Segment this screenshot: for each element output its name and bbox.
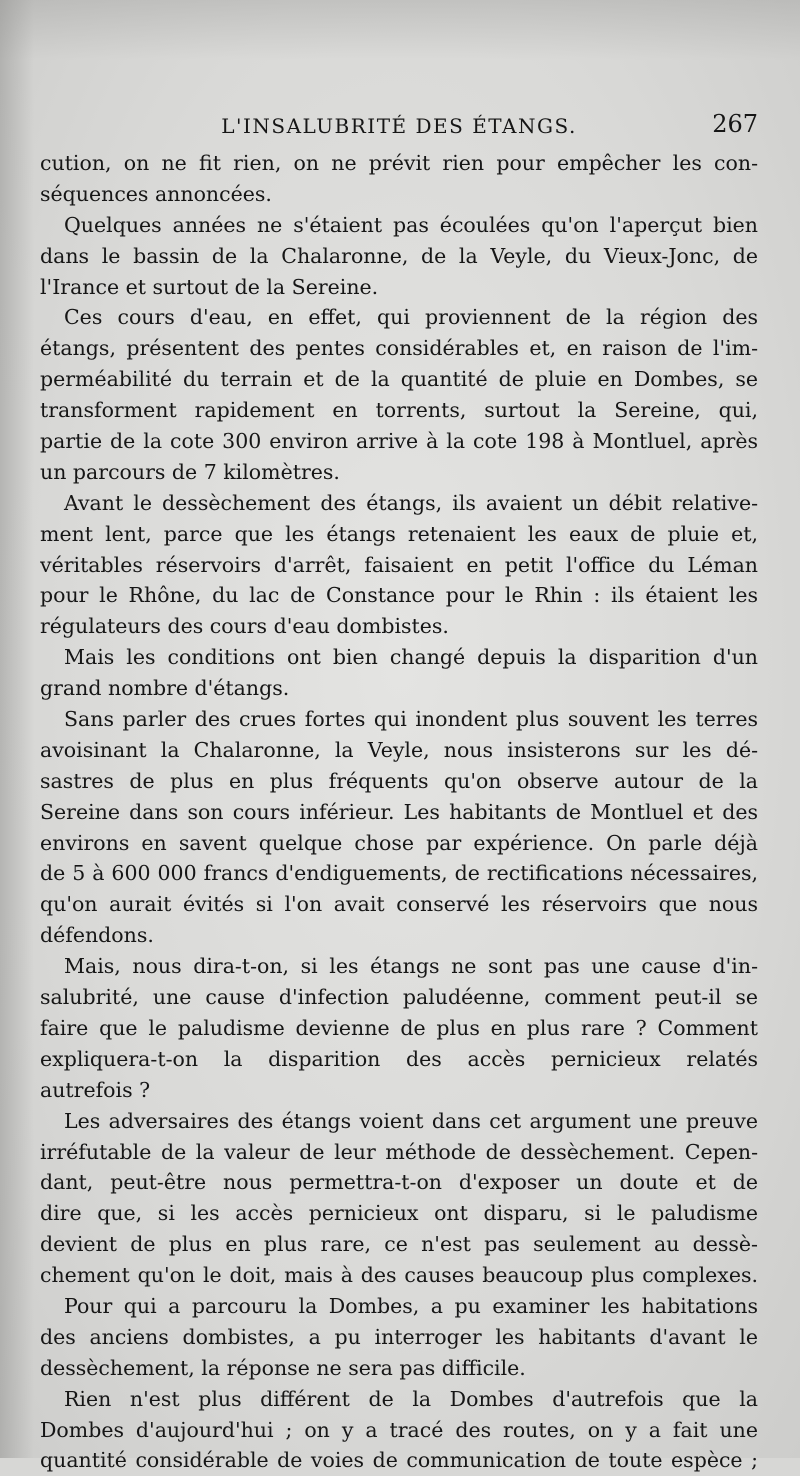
text-line: avoisinant la Chalaronne, la Veyle, nous insisterons sur les dé- <box>40 737 758 762</box>
text-line: environs en savent quelque chose par expérience. On parle déjà <box>40 830 758 855</box>
text-line: séquences annoncées. <box>40 181 272 206</box>
text-line: Quelques années ne s'étaient pas écoulées qu'on l'aperçut bien <box>64 212 758 237</box>
text-line: étangs, présentent des pentes considérables et, en raison de l'im- <box>40 336 758 361</box>
text-line: dire que, si les accès pernicieux ont disparu, si le paludisme <box>40 1201 758 1226</box>
text-line: partie de la cote 300 environ arrive à la cote 198 à Montluel, après <box>40 429 758 454</box>
text-line: Mais les conditions ont bien changé depuis la disparition d'un <box>64 645 758 670</box>
text-line: Les adversaires des étangs voient dans cet argument une preuve <box>64 1108 758 1133</box>
text-line: Avant le dessèchement des étangs, ils avaient un débit relative- <box>64 490 758 515</box>
text-line: transforment rapidement en torrents, surtout la Sereine, qui, <box>40 398 758 423</box>
text-line: défendons. <box>40 923 154 948</box>
text-line: ment lent, parce que les étangs retenaient les eaux de pluie et, <box>40 521 758 546</box>
text-line: faire que le paludisme devienne de plus en plus rare ? Comment <box>40 1015 758 1040</box>
text-line: qu'on aurait évités si l'on avait conservé les réservoirs que nous <box>40 892 758 917</box>
text-line: Rien n'est plus différent de la Dombes d'autrefois que la <box>64 1386 758 1411</box>
text-line: Ces cours d'eau, en effet, qui proviennent de la région des <box>64 305 758 330</box>
text-line: Mais, nous dira-t-on, si les étangs ne sont pas une cause d'in- <box>64 954 758 979</box>
body-text <box>40 148 758 1476</box>
text-line: cution, on ne fit rien, on ne prévit rien pour empêcher les con- <box>40 151 758 175</box>
text-line: de 5 à 600 000 francs d'endiguements, de rectifications nécessaires, <box>40 861 758 886</box>
text-line: devient de plus en plus rare, ce n'est pas seulement au dessè- <box>40 1232 758 1257</box>
page-number: 267 <box>712 110 758 138</box>
text-line: dans le bassin de la Chalaronne, de la Veyle, du Vieux-Jonc, de <box>40 243 758 268</box>
text-line: quantité considérable de voies de communication de toute espèce ; <box>40 1448 758 1473</box>
text-line: irréfutable de la valeur de leur méthode de dessèchement. Cepen- <box>40 1139 758 1164</box>
text-line: autrefois ? <box>40 1077 151 1102</box>
text-line: un parcours de 7 kilomètres. <box>40 459 340 484</box>
running-title: L'INSALUBRITÉ DES ÉTANGS. <box>221 114 577 138</box>
text-line: expliquera-t-on la disparition des accès pernicieux relatés <box>40 1046 758 1071</box>
text-line: Dombes d'aujourd'hui ; on y a tracé des routes, on y a fait une <box>40 1417 758 1442</box>
text-line: Sans parler des crues fortes qui inondent plus souvent les terres <box>64 707 758 732</box>
page-header <box>40 110 758 144</box>
text-line: dant, peut-être nous permettra-t-on d'exposer un doute et de <box>40 1170 758 1195</box>
text-line: perméabilité du terrain et de la quantité de pluie en Dombes, se <box>40 367 758 392</box>
text-line: salubrité, une cause d'infection paludéenne, comment peut-il se <box>40 985 758 1010</box>
text-line: des anciens dombistes, a pu interroger les habitants d'avant le <box>40 1324 758 1349</box>
text-line: Sereine dans son cours inférieur. Les habitants de Montluel et des <box>40 799 758 824</box>
text-line: régulateurs des cours d'eau dombistes. <box>40 614 449 639</box>
text-line: sastres de plus en plus fréquents qu'on observe autour de la <box>40 768 758 793</box>
text-line: Pour qui a parcouru la Dombes, a pu examiner les habitations <box>64 1293 758 1318</box>
spine-shadow <box>0 0 34 1458</box>
text-line: pour le Rhône, du lac de Constance pour le Rhin : ils étaient les <box>40 583 758 608</box>
text-line: dessèchement, la réponse ne sera pas difficile. <box>40 1355 526 1380</box>
text-line: chement qu'on le doit, mais à des causes beaucoup plus complexes. <box>40 1263 758 1288</box>
text-line: grand nombre d'étangs. <box>40 676 290 701</box>
text-line: véritables réservoirs d'arrêt, faisaient en petit l'office du Léman <box>40 552 758 577</box>
top-shadow <box>0 0 800 60</box>
text-line: l'Irance et surtout de la Sereine. <box>40 274 379 299</box>
